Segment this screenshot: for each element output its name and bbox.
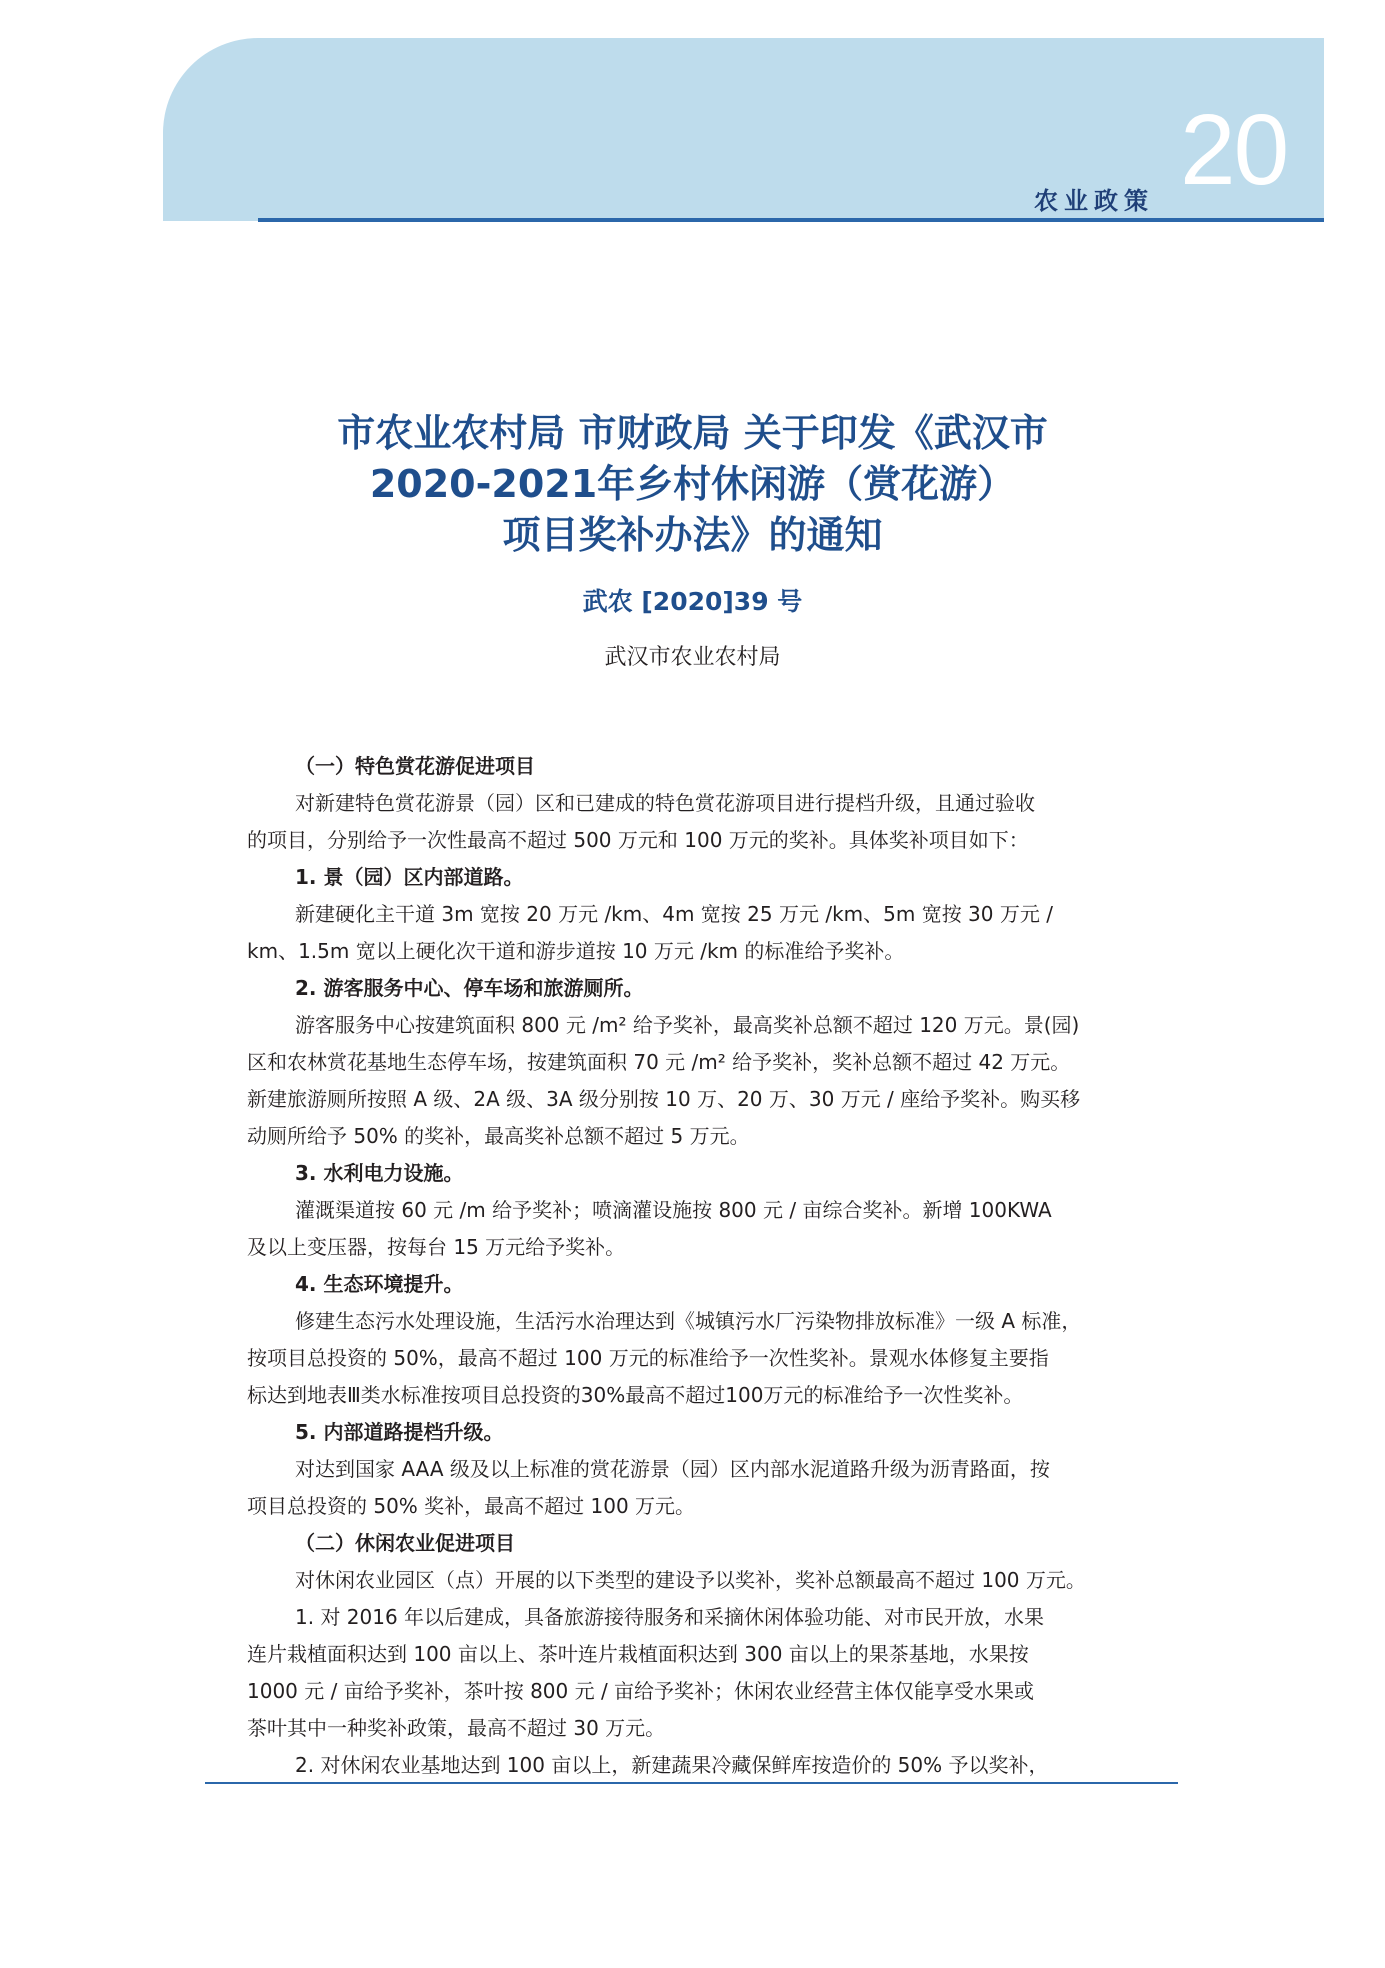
document-number: 武农 [2020]39 号	[582, 587, 803, 616]
paragraph-line: 灌溉渠道按 60 元 /m 给予奖补；喷滴灌设施按 800 元 / 亩综合奖补。新增 100KWA	[295, 1198, 1052, 1222]
title-line: 项目奖补办法》的通知	[502, 513, 883, 557]
paragraph-line: 及以上变压器，按每台 15 万元给予奖补。	[247, 1235, 626, 1259]
paragraph-line: 动厕所给予 50% 的奖补，最高奖补总额不超过 5 万元。	[247, 1124, 750, 1148]
section-heading: 5. 内部道路提档升级。	[295, 1420, 504, 1444]
paragraph-line: 对达到国家 AAA 级及以上标准的赏花游景（园）区内部水泥道路升级为沥青路面，按	[295, 1457, 1050, 1481]
paragraph-line: 游客服务中心按建筑面积 800 元 /m² 给予奖补，最高奖补总额不超过 120 万元。景(园)	[295, 1013, 1080, 1037]
section-label: 农业政策	[1034, 187, 1154, 215]
section-heading: （二）休闲农业促进项目	[295, 1531, 515, 1555]
section-heading: （一）特色赏花游促进项目	[295, 754, 535, 778]
paragraph-line: 1. 对 2016 年以后建成，具备旅游接待服务和采摘休闲体验功能、对市民开放，水果	[295, 1605, 1045, 1629]
footer-rule	[205, 1782, 1178, 1784]
paragraph-line: 标达到地表Ⅲ类水标准按项目总投资的30%最高不超过100万元的标准给予一次性奖补。	[247, 1383, 1024, 1407]
paragraph-line: 对新建特色赏花游景（园）区和已建成的特色赏花游项目进行提档升级，且通过验收	[295, 791, 1035, 815]
paragraph-line: 2. 对休闲农业基地达到 100 亩以上，新建蔬果冷藏保鲜库按造价的 50% 予以奖补，	[295, 1753, 1049, 1777]
paragraph-line: km、1.5m 宽以上硬化次干道和游步道按 10 万元 /km 的标准给予奖补。	[247, 939, 905, 963]
header-rule	[258, 218, 1324, 222]
issuer: 武汉市农业农村局	[604, 645, 781, 670]
section-heading: 4. 生态环境提升。	[295, 1272, 464, 1296]
paragraph-line: 的项目，分别给予一次性最高不超过 500 万元和 100 万元的奖补。具体奖补项目如下：	[247, 828, 1029, 852]
paragraph-line: 项目总投资的 50% 奖补，最高不超过 100 万元。	[247, 1494, 696, 1518]
body-text	[247, 748, 1137, 1784]
paragraph-line: 连片栽植面积达到 100 亩以上、茶叶连片栽植面积达到 300 亩以上的果茶基地，水果按	[247, 1642, 1029, 1666]
title-line: 市农业农村局 市财政局 关于印发《武汉市	[337, 411, 1048, 455]
section-heading: 2. 游客服务中心、停车场和旅游厕所。	[295, 976, 644, 1000]
document-title	[250, 408, 1135, 561]
section-heading: 1. 景（园）区内部道路。	[295, 865, 524, 889]
paragraph-line: 修建生态污水处理设施，生活污水治理达到《城镇污水厂污染物排放标准》一级 A 标准，	[295, 1309, 1082, 1333]
paragraph-line: 按项目总投资的 50%，最高不超过 100 万元的标准给予一次性奖补。景观水体修复主要指	[247, 1346, 1049, 1370]
page-number: 20	[1180, 94, 1288, 206]
paragraph-line: 新建硬化主干道 3m 宽按 20 万元 /km、4m 宽按 25 万元 /km、5m 宽按 30 万元 /	[295, 902, 1053, 926]
paragraph-line: 对休闲农业园区（点）开展的以下类型的建设予以奖补，奖补总额最高不超过 100 万元。	[295, 1568, 1086, 1592]
paragraph-line: 茶叶其中一种奖补政策，最高不超过 30 万元。	[247, 1716, 666, 1740]
paragraph-line: 1000 元 / 亩给予奖补，茶叶按 800 元 / 亩给予奖补；休闲农业经营主体仅能享受水果或	[247, 1679, 1035, 1703]
paragraph-line: 区和农林赏花基地生态停车场，按建筑面积 70 元 /m² 给予奖补，奖补总额不超过 42 万元。	[247, 1050, 1071, 1074]
title-line: 2020-2021年乡村休闲游（赏花游）	[369, 462, 1016, 506]
section-heading: 3. 水利电力设施。	[295, 1161, 464, 1185]
paragraph-line: 新建旅游厕所按照 A 级、2A 级、3A 级分别按 10 万、20 万、30 万元 / 座给予奖补。购买移	[247, 1087, 1081, 1111]
